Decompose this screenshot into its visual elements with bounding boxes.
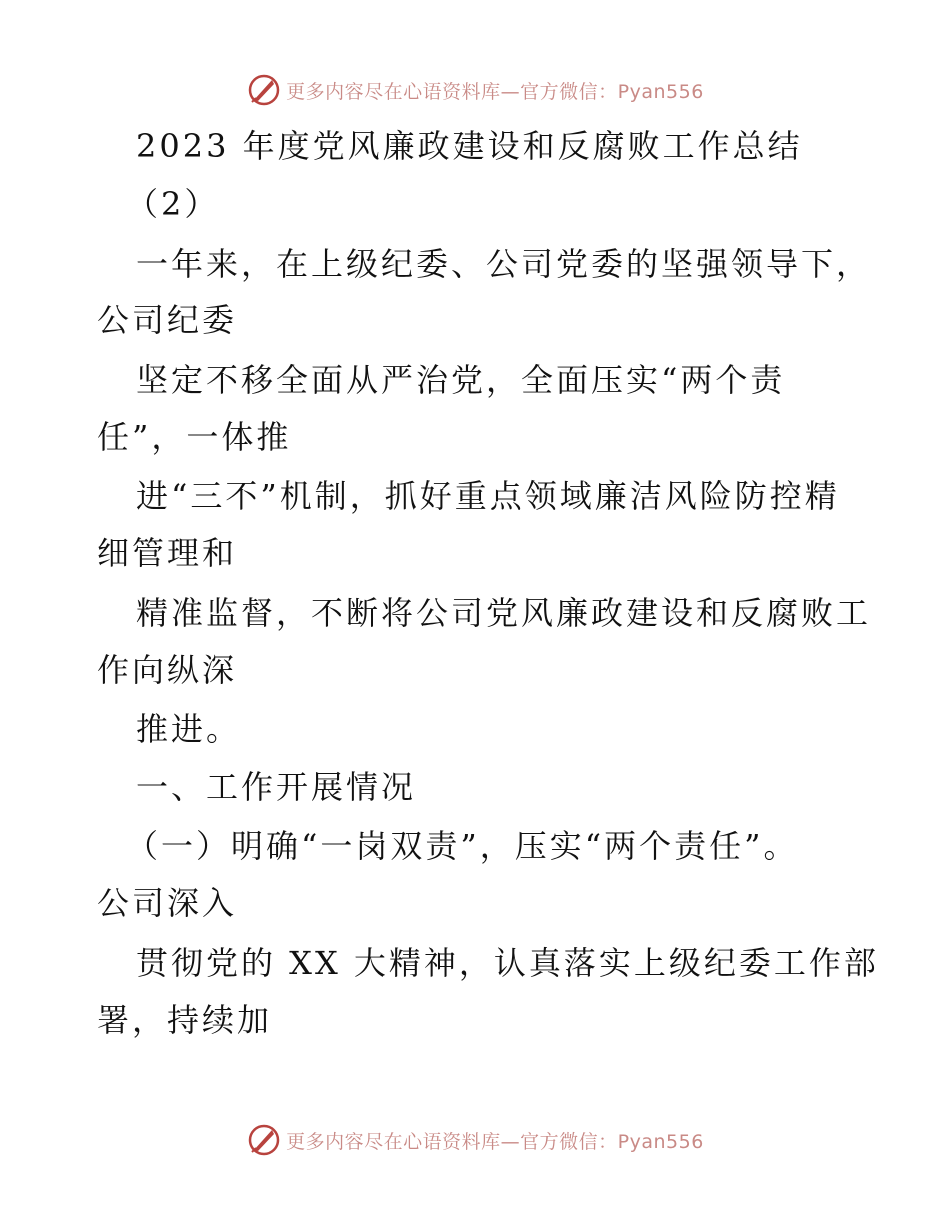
watermark-text: 更多内容尽在心语资料库—官方微信：Pyan556 <box>286 80 704 103</box>
quill-circle-logo-icon <box>246 72 282 108</box>
paragraph-line: 一年来，在上级纪委、公司党委的坚强领导下， <box>136 245 872 283</box>
paragraph-line: 作向纵深 <box>97 651 238 689</box>
watermark-text: 更多内容尽在心语资料库—官方微信：Pyan556 <box>286 1130 704 1153</box>
paragraph-line: 细管理和 <box>97 534 238 572</box>
watermark-header <box>0 70 950 110</box>
section-heading: 一、工作开展情况 <box>136 768 417 806</box>
paragraph-line: 公司深入 <box>97 884 238 922</box>
paragraph-line: 进“三不”机制，抓好重点领域廉洁风险防控精 <box>136 477 840 515</box>
paragraph-line: 公司纪委 <box>97 301 238 339</box>
paragraph-line: 署，持续加 <box>97 1001 273 1039</box>
paragraph-line: 精准监督，不断将公司党风廉政建设和反腐败工 <box>136 594 872 632</box>
subsection-heading: （一）明确“一岗双责”，压实“两个责任”。 <box>126 827 799 865</box>
paragraph-line: 推进。 <box>136 710 242 748</box>
paragraph-line: 坚定不移全面从严治党，全面压实“两个责 <box>136 361 786 399</box>
paragraph-line: 任”，一体推 <box>97 418 292 456</box>
paragraph-line: 贯彻党的 XX 大精神，认真落实上级纪委工作部 <box>136 944 879 982</box>
document-title: 2023 年度党风廉政建设和反腐败工作总结 <box>136 127 803 165</box>
quill-circle-logo-icon <box>246 1122 282 1158</box>
document-subtitle: （2） <box>126 185 220 223</box>
watermark-footer <box>0 1120 950 1160</box>
